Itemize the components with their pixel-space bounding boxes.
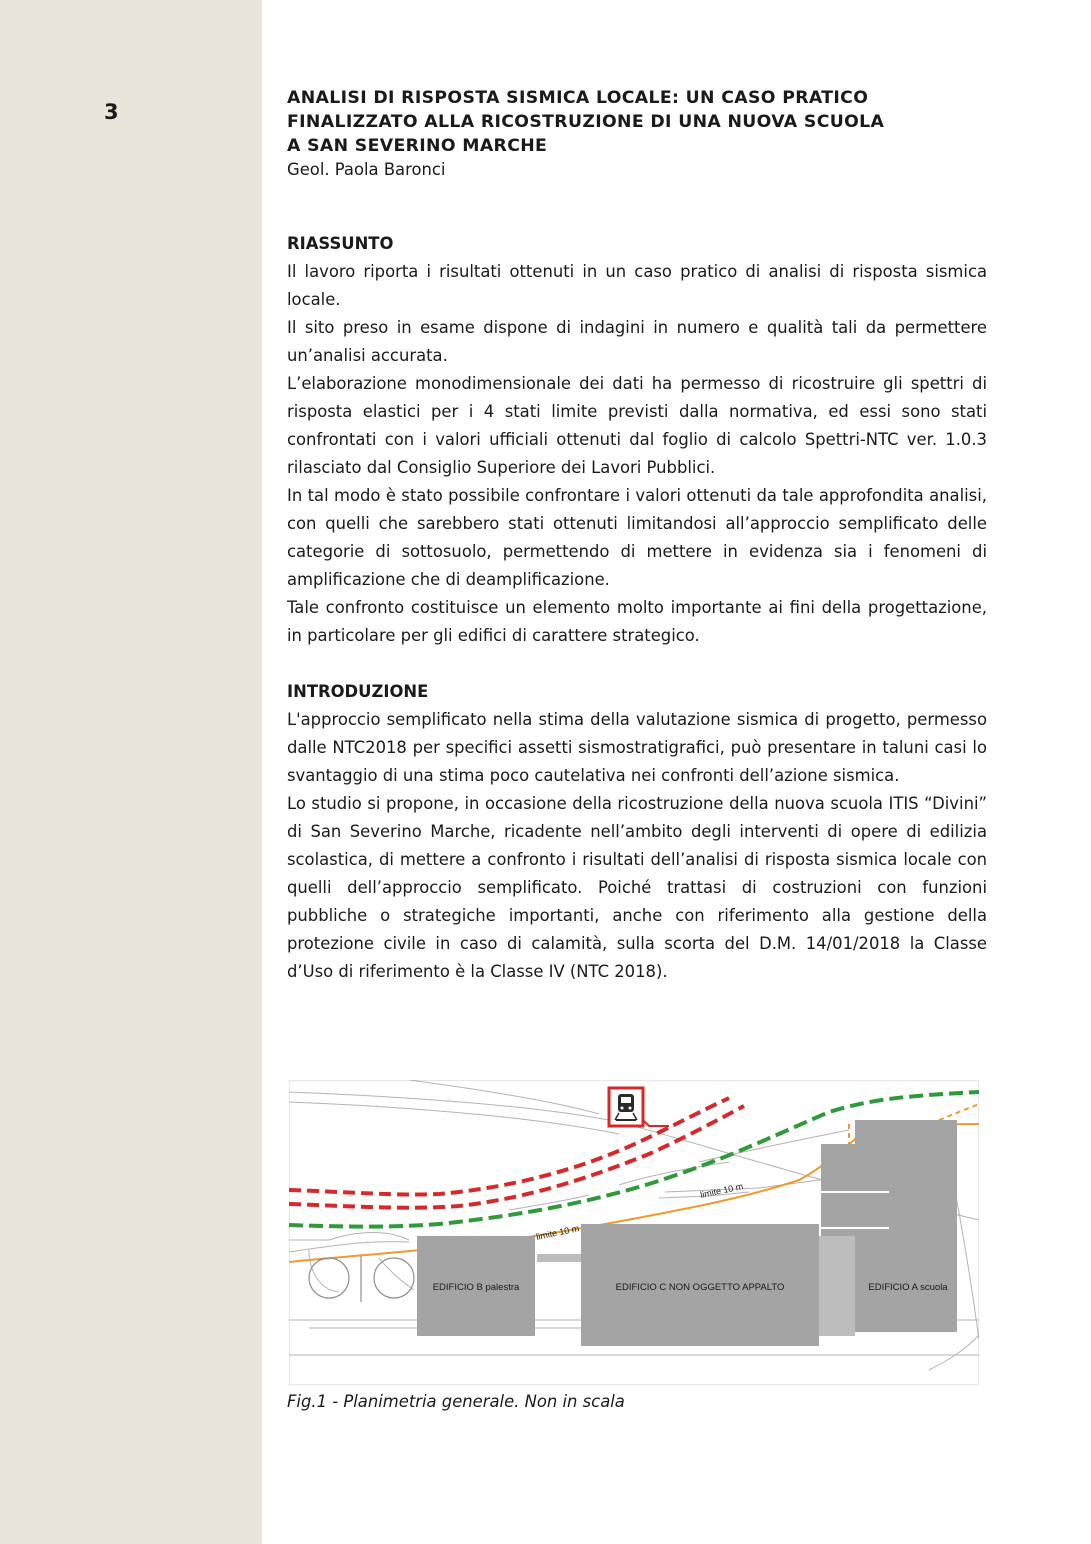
title-line-3: A SAN SEVERINO MARCHE bbox=[287, 136, 548, 156]
riassunto-paragraph: L’elaborazione monodimensionale dei dati ha permesso di ricostruire gli spettri di risposta elastici per i 4 stati limite previsti dalla normativa, ed essi sono stati confrontati con i valori ufficiali ottenuti dal foglio di calcolo Spettri-NTC ver. 1.0.3 rilasciato dal Consiglio Superiore dei Lavori Pubblici. bbox=[287, 374, 987, 477]
figure-caption: Fig.1 - Planimetria generale. Non in scala bbox=[287, 1392, 625, 1411]
limit-label-left: limite 10 m bbox=[535, 1223, 580, 1242]
article-title bbox=[287, 86, 987, 158]
article-body bbox=[287, 86, 987, 986]
introduzione-heading: INTRODUZIONE bbox=[287, 682, 429, 701]
building-b-label: EDIFICIO B palestra bbox=[432, 1282, 520, 1293]
side-band bbox=[0, 0, 262, 1544]
building-a-label: EDIFICIO A scuola bbox=[868, 1282, 948, 1293]
riassunto-paragraph: Tale confronto costituisce un elemento molto importante ai fini della progettazione, in particolare per gli edifici di carattere strategico. bbox=[287, 598, 987, 645]
introduzione-paragraph: L'approccio semplificato nella stima della valutazione sismica di progetto, permesso dalle NTC2018 per specifici assetti sismostratigrafici, può presentare in taluni casi lo svantaggio di una stima poco cautelativa nei confronti dell’azione sismica. bbox=[287, 710, 987, 785]
title-line-1: ANALISI DI RISPOSTA SISMICA LOCALE: UN CASO PRATICO bbox=[287, 88, 869, 108]
riassunto-paragraph: Il sito preso in esame dispone di indagini in numero e qualità tali da permettere un’analisi accurata. bbox=[287, 318, 987, 365]
riassunto-heading: RIASSUNTO bbox=[287, 234, 394, 253]
site-plan-drawing bbox=[289, 1080, 979, 1385]
riassunto-paragraph: Il lavoro riporta i risultati ottenuti in un caso pratico di analisi di risposta sismica locale. bbox=[287, 262, 987, 309]
author-line: Geol. Paola Baronci bbox=[287, 160, 446, 179]
introduzione-paragraph: Lo studio si propone, in occasione della ricostruzione della nuova scuola ITIS “Divini” di San Severino Marche, ricadente nell’ambito degli interventi di opere di edilizia scolastica, di mettere a confronto i risultati dell’analisi di risposta sismica locale con quelli dell’approccio semplificato. Poiché trattasi di costruzioni con funzioni pubbliche o strategiche importanti, anche con riferimento alla gestione della protezione civile in caso di calamità, sulla scorta del D.M. 14/01/2018 la Classe d’Uso di riferimento è la Classe IV (NTC 2018). bbox=[287, 794, 987, 981]
site-plan-figure bbox=[289, 1080, 979, 1385]
building-a bbox=[855, 1120, 957, 1332]
limit-label-right: limite 10 m bbox=[699, 1181, 744, 1200]
building-c-label: EDIFICIO C NON OGGETTO APPALTO bbox=[615, 1282, 785, 1293]
riassunto-paragraph: In tal modo è stato possibile confrontare i valori ottenuti da tale approfondita analisi, con quelli che sarebbero stati ottenuti limitandosi all’approccio semplificato delle categorie di sottosuolo, permettendo di mettere in evidenza sia i fenomeni di amplificazione che di deamplificazione. bbox=[287, 486, 987, 589]
page-number: 3 bbox=[104, 100, 119, 124]
title-line-2: FINALIZZATO ALLA RICOSTRUZIONE DI UNA NUOVA SCUOLA bbox=[287, 112, 885, 132]
